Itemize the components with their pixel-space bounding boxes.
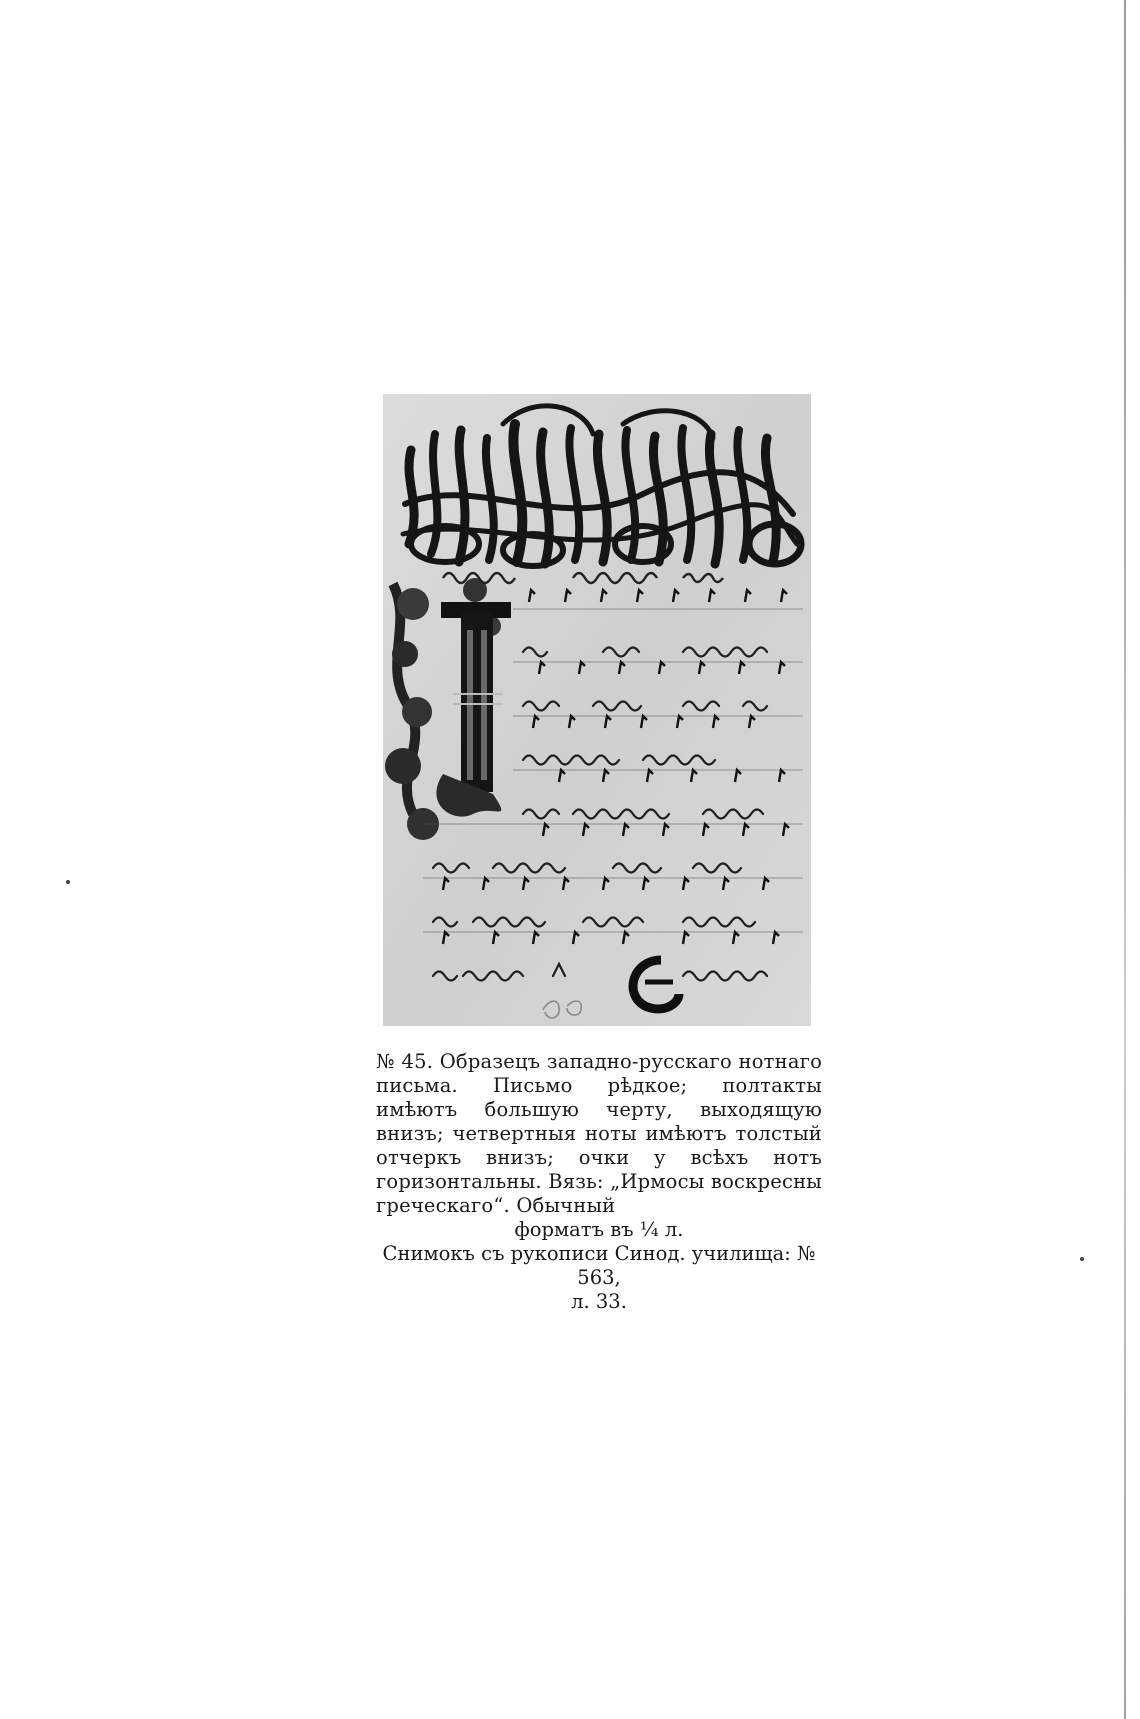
manuscript-facsimile	[383, 394, 811, 1026]
caption-text: Образецъ западно-русскаго нотнаго письма. Письмо рѣдкое; полтакты имѣютъ большую черту, выходящую внизъ; четвертныя ноты имѣютъ толстый отчеркъ внизъ; очки у всѣхъ нотъ горизонтальны. Вязь: „Ирмосы воскресны греческаго“. Обычный	[376, 1050, 823, 1217]
caption-folio: л. 33.	[571, 1290, 627, 1313]
manuscript-image	[383, 394, 811, 1026]
caption-format-line: форматъ въ ¼ л.	[514, 1218, 684, 1241]
caption-number: № 45.	[376, 1050, 434, 1073]
page-edge	[1124, 0, 1126, 1719]
speck	[1080, 1257, 1084, 1261]
caption-paragraph	[376, 1050, 822, 1218]
caption-source-line: Снимокъ съ рукописи Синод. училища: № 563,	[382, 1242, 816, 1289]
figure-caption	[376, 1050, 822, 1314]
speck	[66, 880, 70, 884]
